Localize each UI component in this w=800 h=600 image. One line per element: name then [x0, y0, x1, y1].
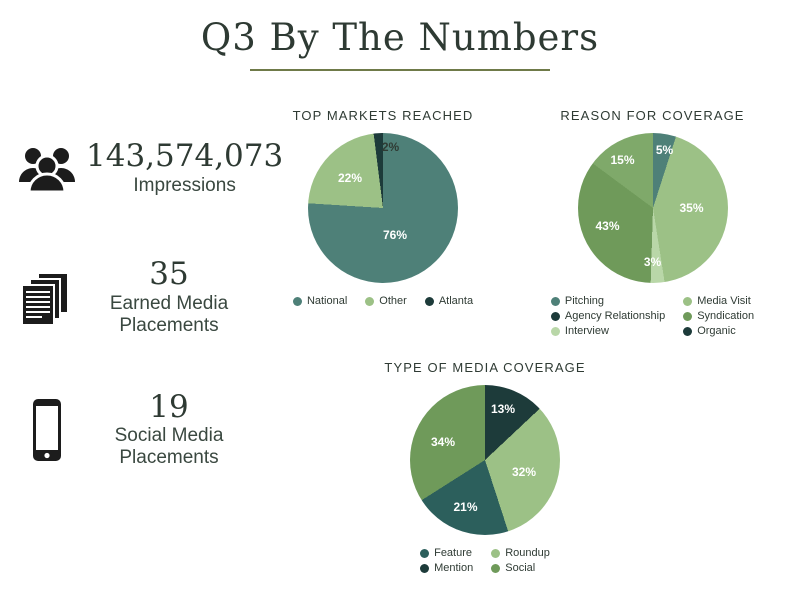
chart-legend: [515, 295, 790, 337]
legend-label: Social: [505, 562, 536, 574]
pie-chart: [308, 133, 458, 283]
slice-label-agency-relationship: 3%: [643, 255, 662, 269]
legend-item: [425, 295, 473, 307]
chart-legend: [258, 295, 508, 307]
slice-label-other: 22%: [337, 171, 363, 185]
legend-swatch: [293, 297, 302, 306]
stat-label: Earned Media Placements: [109, 292, 229, 336]
legend-item: [551, 325, 665, 337]
stat-label: Social Media Placements: [114, 425, 224, 469]
legend-swatch: [491, 564, 500, 573]
legend-label: Media Visit: [697, 295, 751, 307]
slice-label-roundup: 32%: [511, 465, 537, 479]
chart-title: TYPE OF MEDIA COVERAGE: [384, 360, 586, 375]
chart-legend: [355, 547, 615, 574]
slice-label-interview: 15%: [610, 153, 635, 167]
legend-label: Atlanta: [438, 295, 474, 307]
legend-item: [683, 310, 754, 322]
phone-icon: [8, 397, 86, 463]
title-divider: [250, 69, 550, 71]
slice-label-national: 76%: [382, 228, 408, 242]
legend-item: [683, 325, 754, 337]
legend-item: [365, 295, 407, 307]
chart-top-markets-reached: [258, 108, 508, 307]
legend-swatch: [551, 327, 560, 336]
stat-text: [86, 258, 258, 336]
chart-type-of-media-coverage: [355, 360, 615, 574]
legend-label: Syndication: [697, 310, 755, 322]
legend-label: Feature: [434, 547, 473, 559]
legend-swatch: [491, 549, 500, 558]
legend-item: [491, 547, 550, 559]
legend-swatch: [683, 312, 692, 321]
slice-label-mention: 21%: [453, 499, 478, 514]
slice-label-social: 34%: [430, 435, 456, 449]
slice-label-feature: 13%: [490, 402, 516, 416]
legend-item: [551, 295, 665, 307]
legend-item: [420, 547, 473, 559]
legend-swatch: [420, 549, 429, 558]
legend-label: Organic: [697, 325, 736, 337]
slice-label-pitching: 5%: [655, 142, 674, 157]
legend-swatch: [683, 327, 692, 336]
legend-item: [683, 295, 754, 307]
pie-chart: [410, 385, 560, 535]
legend-swatch: [551, 297, 560, 306]
legend-swatch: [425, 297, 434, 306]
legend-swatch: [551, 312, 560, 321]
legend-swatch: [420, 564, 429, 573]
legend-item: [551, 310, 665, 322]
legend-swatch: [365, 297, 374, 306]
page-header: [0, 18, 800, 71]
page-title: Q3 By The Numbers: [200, 16, 600, 59]
legend-label: Pitching: [564, 295, 605, 307]
slice-label-syndication: 43%: [595, 219, 620, 233]
pie-chart: [578, 133, 728, 283]
legend-item: [420, 562, 473, 574]
stat-number: 143,574,073: [86, 138, 284, 174]
legend-label: Agency Relationship: [564, 310, 666, 322]
legend-swatch: [683, 297, 692, 306]
documents-icon: [8, 267, 86, 329]
stat-text: [86, 388, 258, 469]
key-stats-list: [8, 138, 284, 519]
stat-social-media-placements: [8, 388, 258, 469]
stat-earned-media-placements: [8, 258, 258, 336]
legend-label: National: [306, 295, 348, 307]
legend-label: Other: [379, 295, 407, 307]
chart-title: TOP MARKETS REACHED: [292, 108, 474, 123]
legend-item: [293, 295, 347, 307]
stat-number: 35: [149, 256, 189, 293]
stat-number: 19: [149, 388, 189, 425]
legend-label: Interview: [564, 325, 609, 337]
legend-label: Mention: [434, 562, 474, 574]
people-icon: [8, 140, 86, 196]
stat-impressions: [8, 138, 284, 196]
slice-label-media-visit: 35%: [679, 201, 704, 215]
slice-label-atlanta: 2%: [381, 139, 400, 154]
stat-label: Impressions: [133, 174, 236, 196]
chart-title: REASON FOR COVERAGE: [560, 108, 745, 123]
chart-reason-for-coverage: [515, 108, 790, 337]
legend-label: Roundup: [505, 547, 550, 559]
legend-item: [491, 562, 550, 574]
